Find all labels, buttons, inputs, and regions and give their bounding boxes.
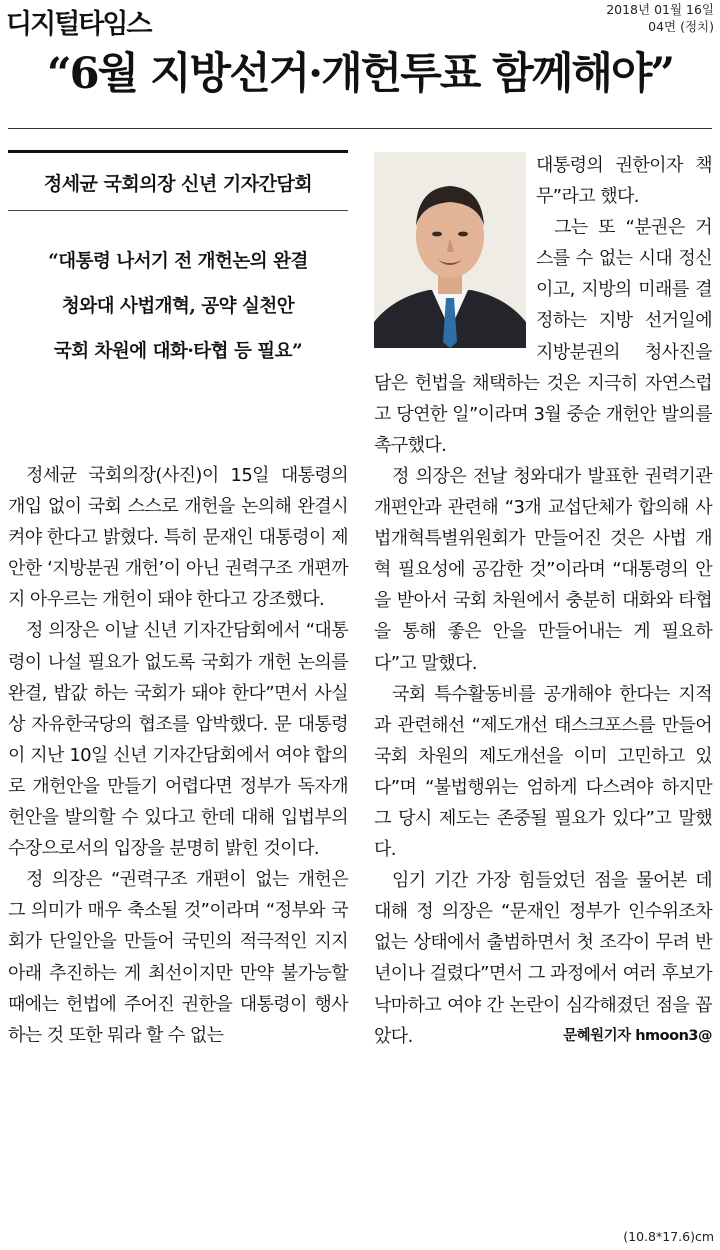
paragraph: 정세균 국회의장(사진)이 15일 대통령의 개입 없이 국회 스스로 개헌을 논의해 완결시켜야 한다고 밝혔다. 특히 문재인 대통령이 제안한 ‘지방분권 개헌’이 아닌 권력구조 개편까지 아우르는 개헌이 돼야 한다고 강조했다. xyxy=(8,465,348,611)
right-column xyxy=(374,150,712,1052)
paragraph: 정 의장은 이날 신년 기자간담회에서 “대통령이 나설 필요가 없도록 국회가 개헌 논의를 완결, 밥값 하는 국회가 돼야 한다”면서 사실상 자유한국당의 협조를 압박했다. 문 대통령이 지난 10일 신년 기자간담회에서 여야 합의로 개헌안을 만들기 어렵다면 정부가 독자개헌안을 발의할 수 있다고 한데 대해 입법부의 수장으로서의 입장을 분명히 밝힌 것이다. xyxy=(8,620,348,860)
subtitle: 정세균 국회의장 신년 기자간담회 xyxy=(8,150,348,211)
pull-quote xyxy=(8,239,348,374)
portrait-illustration xyxy=(374,152,526,348)
portrait-photo xyxy=(374,152,526,348)
byline: 문혜원기자 hmoon3@ xyxy=(563,1027,712,1044)
paragraph: 정 의장은 전날 청와대가 발표한 권력기관 개편안과 관련해 “3개 교섭단체가 합의해 사법개혁특별위원회가 만들어진 것은 사법 개혁 필요성에 공감한 것”이라며 “대통령의 안을 받아서 국회 차원에서 충분히 대화와 타협을 통해 좋은 안을 만들어내는 게 필요하다”고 말했다. xyxy=(374,465,712,674)
issue-meta xyxy=(606,1,714,35)
byline-row xyxy=(374,1021,712,1052)
paragraph: 정 의장은 “권력구조 개편이 없는 개헌은 그 의미가 매우 축소될 것”이라며 “정부와 국회가 단일안을 만들어 국민의 적극적인 지지 아래 추진하는 게 최선이지만 만약 불가능할 때에는 헌법에 주어진 권한을 대통령이 행사하는 것 또한 뭐라 할 수 없는 xyxy=(8,869,348,1046)
paragraph: 임기 기간 가장 힘들었던 점을 물어본 데 대해 정 의장은 “문재인 정부가 인수위조차 없는 상태에서 출범하면서 첫 조각이 무려 반년이나 걸렸다”면서 그 과정에서 여러 후보가 낙마하고 여야 간 논란이 심각해졌던 점을 꼽았다. xyxy=(374,870,712,1047)
left-body xyxy=(8,460,348,1051)
quote-line: “대통령 나서기 전 개헌논의 완결 xyxy=(48,251,308,272)
paragraph: 국회 특수활동비를 공개해야 한다는 지적과 관련해선 “제도개선 태스크포스를 만들어 국회 차원의 제도개선을 이미 고민하고 있다”며 “불법행위는 엄하게 다스려야 하지만 그 당시 제도는 존중될 필요가 있다”고 말했다. xyxy=(374,683,712,861)
newspaper-logo: 디지털타임스 xyxy=(6,9,151,40)
headline: “6월 지방선거·개헌투표 함께해야” xyxy=(46,49,674,99)
issue-date: 2018년 01월 16일 xyxy=(606,2,714,17)
paragraph: 그는 또 “분권은 거스를 수 없는 시대 정신이고, 지방의 미래를 결정하는 지방 선거일에 지방분권의 청사진을 담은 헌법을 채택하는 것은 지극히 자연스럽고 당연한 일”이라며 3월 중순 개헌안 발의를 촉구했다. xyxy=(374,217,712,456)
page-section: 04면 (정치) xyxy=(648,19,714,34)
left-column xyxy=(8,150,348,1051)
quote-line: 국회 차원에 대화·타협 등 필요” xyxy=(53,341,303,362)
paragraph: 대통령의 권한이자 책무”라고 했다. xyxy=(536,155,712,208)
quote-line: 청와대 사법개혁, 공약 실천안 xyxy=(61,296,295,317)
headline-divider xyxy=(8,128,712,129)
size-note: (10.8*17.6)cm xyxy=(623,1229,714,1244)
